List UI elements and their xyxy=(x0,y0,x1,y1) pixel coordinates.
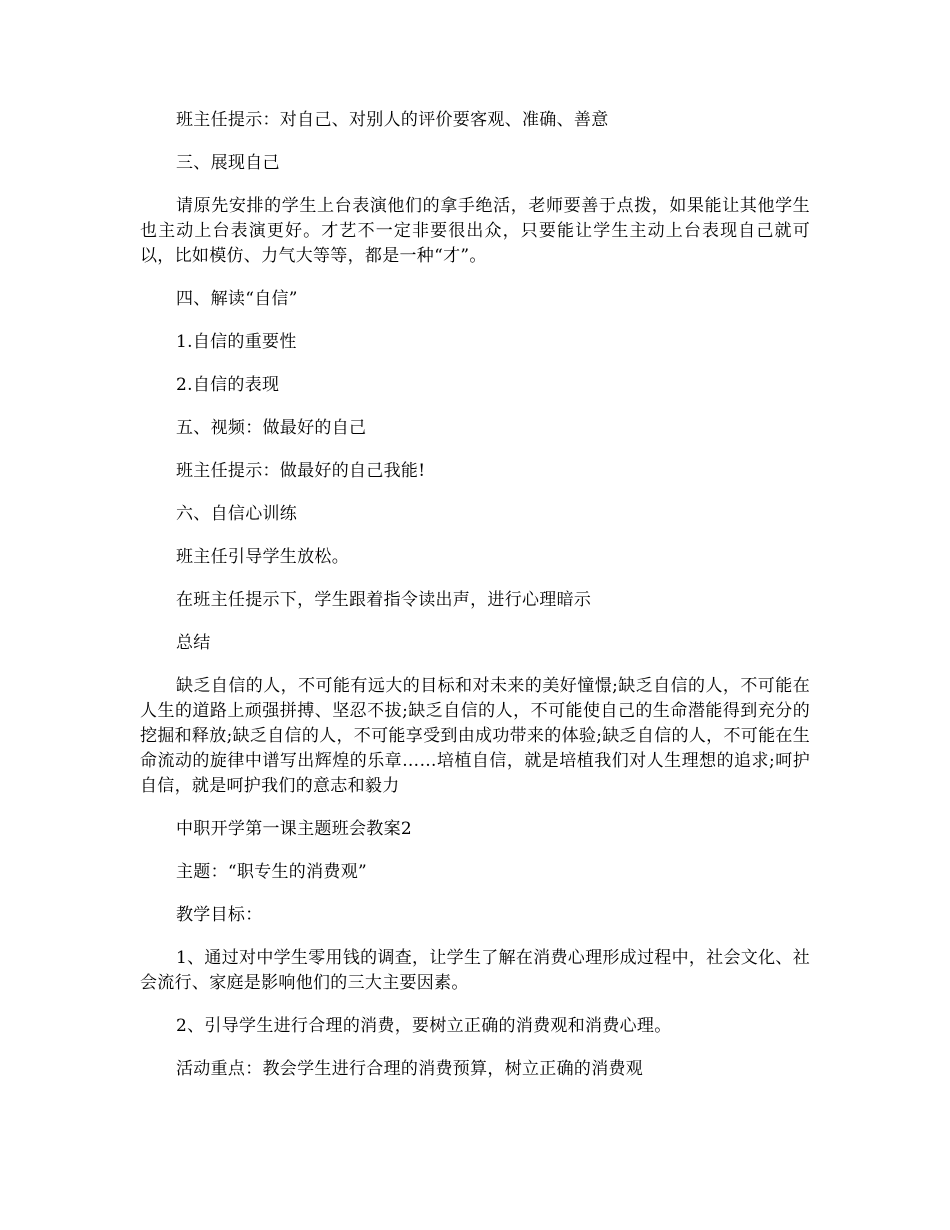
list-item-importance: 1.自信的重要性 xyxy=(176,332,297,352)
section-heading-5: 五、视频：做最好的自己 xyxy=(176,418,367,438)
section-heading-4: 四、解读“自信” xyxy=(176,289,298,309)
summary-heading: 总结 xyxy=(176,633,211,653)
objective-2: 2、引导学生进行合理的消费，要树立正确的消费观和消费心理。 xyxy=(176,1016,672,1036)
section-heading-3: 三、展现自己 xyxy=(176,153,280,173)
objectives-heading: 教学目标： xyxy=(176,905,263,925)
tip-best-self: 班主任提示：做最好的自己我能! xyxy=(176,461,426,481)
tip-evaluation: 班主任提示：对自己、对别人的评价要客观、准确、善意 xyxy=(176,110,609,130)
paragraph-talent-show: 请原先安排的学生上台表演他们的拿手绝活，老师要善于点拨，如果能让其他学生也主动上台表演更好。才艺不一定非要很出众，只要能让学生主动上台表现自己就可以，比如模仿、力气大等等，都是一种“才”。 xyxy=(140,196,810,266)
theme-line: 主题：“职专生的消费观” xyxy=(176,862,367,882)
paragraph-suggestion: 在班主任提示下，学生跟着指令读出声，进行心理暗示 xyxy=(176,590,592,610)
activity-focus: 活动重点：教会学生进行合理的消费预算，树立正确的消费观 xyxy=(176,1059,644,1079)
objective-1: 1、通过对中学生零用钱的调查，让学生了解在消费心理形成过程中，社会文化、社会流行、家庭是影响他们的三大主要因素。 xyxy=(140,948,810,993)
summary-paragraph: 缺乏自信的人，不可能有远大的目标和对未来的美好憧憬;缺乏自信的人，不可能在人生的道路上顽强拼搏、坚忍不拔;缺乏自信的人，不可能使自己的生命潜能得到充分的挖掘和释放;缺乏自信的人，不可能享受到由成功带来的体验;缺乏自信的人，不可能在生命流动的旋律中谱写出辉煌的乐章……培植自信，就是培植我们对人生理想的追求;呵护自信，就是呵护我们的意志和毅力 xyxy=(140,676,810,796)
list-item-expression: 2.自信的表现 xyxy=(176,375,280,395)
document-body xyxy=(140,108,810,1100)
lesson-plan-title: 中职开学第一课主题班会教案2 xyxy=(176,819,413,839)
paragraph-relax: 班主任引导学生放松。 xyxy=(176,547,349,567)
section-heading-6: 六、自信心训练 xyxy=(176,504,298,524)
